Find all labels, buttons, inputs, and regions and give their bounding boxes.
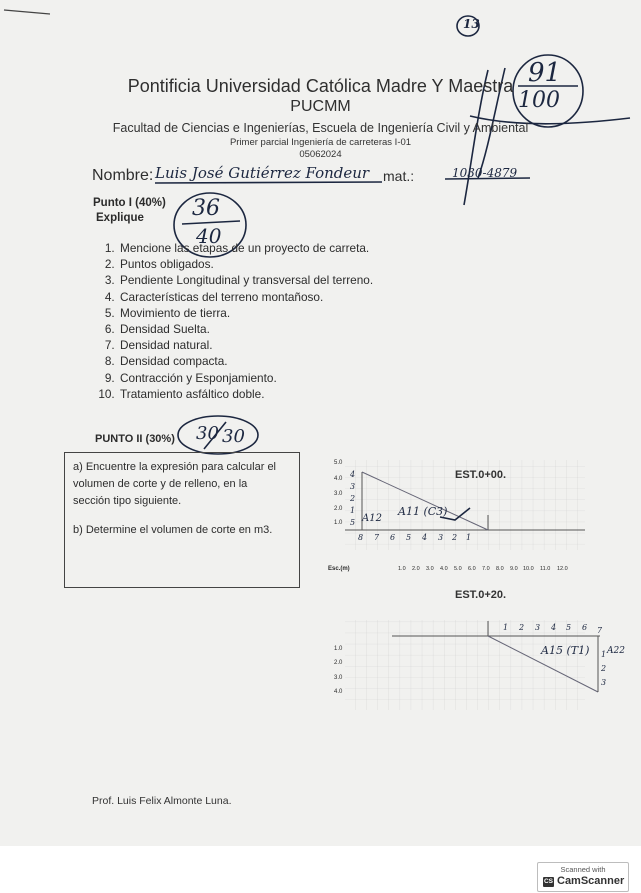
y-tick: 1.0 xyxy=(334,646,343,652)
x-tick: 7.0 xyxy=(482,566,490,572)
x-tick: 4.0 xyxy=(440,566,448,572)
list-item: 1. Mencione las etapas de un proyecto de carreta. xyxy=(118,240,373,256)
hand-number: 7 xyxy=(597,626,603,635)
punto2-question-b: b) Determine el volumen de corte en m3. xyxy=(73,524,273,536)
area-label: A12 xyxy=(362,513,382,524)
total-grade-max: 100 xyxy=(518,88,560,113)
list-item: 7. Densidad natural. xyxy=(118,337,373,353)
camscanner-watermark xyxy=(537,862,629,892)
hand-number: 5 xyxy=(350,518,356,527)
exam-date: 05062024 xyxy=(299,149,342,160)
scale-label: Esc.(m) xyxy=(328,566,350,572)
hand-number: 5 xyxy=(566,623,572,632)
y-tick: 3.0 xyxy=(334,675,343,681)
punto1-max: 40 xyxy=(196,224,222,248)
hand-number: 8 xyxy=(358,533,364,542)
y-tick: 2.0 xyxy=(334,660,343,666)
hand-number: 1 xyxy=(350,506,356,515)
x-tick: 8.0 xyxy=(496,566,504,572)
hand-number: 6 xyxy=(582,623,588,632)
list-item: 9. Contracción y Esponjamiento. xyxy=(118,370,373,386)
mat-value: 1030-4879 xyxy=(452,166,518,180)
punto2-max: 30 xyxy=(222,426,245,447)
list-item: 4. Características del terreno montañoso. xyxy=(118,289,373,305)
university-name: Pontificia Universidad Católica Madre Y Maestra xyxy=(127,76,514,96)
list-item: 2. Puntos obligados. xyxy=(118,256,373,272)
hand-number: 2 xyxy=(519,623,525,632)
list-item: 10. Tratamiento asfáltico doble. xyxy=(118,386,373,402)
hand-number: 1 xyxy=(466,533,472,542)
punto1-title: Punto I (40%) xyxy=(93,197,166,209)
area-label: A11 (C3) xyxy=(398,505,448,518)
name-value: Luis José Gutiérrez Fondeur xyxy=(155,164,370,182)
hand-number: 7 xyxy=(374,533,380,542)
x-tick: 3.0 xyxy=(426,566,434,572)
hand-number: 4 xyxy=(422,533,428,542)
x-tick: 9.0 xyxy=(510,566,518,572)
hand-number: 4 xyxy=(551,623,557,632)
hand-number: 5 xyxy=(406,533,412,542)
y-tick: 4.0 xyxy=(334,689,343,695)
punto2-question-a: a) Encuentre la expresión para calcular el volumen de corte y de relleno, en la sección tipo siguiente. xyxy=(73,461,277,507)
scanned-with-text: Scanned with xyxy=(560,865,606,874)
list-item: 6. Densidad Suelta. xyxy=(118,321,373,337)
hand-number: 3 xyxy=(535,623,541,632)
punto2-title: PUNTO II (30%) xyxy=(95,433,175,445)
hand-number: 3 xyxy=(601,678,607,687)
hand-number: 2 xyxy=(452,533,458,542)
hand-number: 3 xyxy=(350,482,356,491)
list-item: 3. Pendiente Longitudinal y transversal del terreno. xyxy=(118,272,373,288)
punto1-subtitle: Explique xyxy=(96,212,144,224)
hand-number: 3 xyxy=(438,533,444,542)
hand-number: 4 xyxy=(350,470,356,479)
hand-number: 1 xyxy=(601,650,607,659)
punto2-score: 30 xyxy=(196,423,219,444)
name-underline xyxy=(155,182,382,183)
y-tick: 2.0 xyxy=(334,506,343,512)
hand-number: 6 xyxy=(390,533,396,542)
x-tick: 12.0 xyxy=(557,566,568,572)
area-label: A15 (T1) xyxy=(541,644,590,657)
y-tick: 4.0 xyxy=(334,476,343,482)
mat-label: mat.: xyxy=(383,168,415,184)
total-grade-score: 91 xyxy=(528,58,562,88)
list-item: 5. Movimiento de tierra. xyxy=(118,305,373,321)
university-acronym: PUCMM xyxy=(290,98,351,115)
hand-number: 2 xyxy=(601,664,607,673)
x-tick: 6.0 xyxy=(468,566,476,572)
camscanner-logo: CS xyxy=(543,878,554,885)
x-tick: 1.0 xyxy=(398,566,406,572)
est1-label: EST.0+00. xyxy=(455,469,507,481)
x-tick: 2.0 xyxy=(412,566,420,572)
area-label: A22 xyxy=(607,646,625,656)
est2-label: EST.0+20. xyxy=(455,589,507,601)
hand-number: 2 xyxy=(350,494,356,503)
page-number: 13 xyxy=(463,17,480,31)
camscanner-name: CamScanner xyxy=(557,875,625,887)
hand-number: 1 xyxy=(503,623,509,632)
exam-title: Primer parcial Ingeniería de carreteras I-01 xyxy=(229,137,412,148)
professor-name: Prof. Luis Felix Almonte Luna. xyxy=(92,795,232,807)
y-tick: 3.0 xyxy=(334,491,343,497)
punto1-question-list xyxy=(100,240,373,402)
punto1-score: 36 xyxy=(192,196,220,221)
name-label: Nombre: xyxy=(92,167,154,184)
list-item: 8. Densidad compacta. xyxy=(118,353,373,369)
y-tick: 1.0 xyxy=(334,520,343,526)
faculty-line: Facultad de Ciencias e Ingenierías, Escuela de Ingeniería Civil y Ambiental xyxy=(112,121,529,135)
x-tick: 10.0 xyxy=(523,566,534,572)
y-tick: 5.0 xyxy=(334,460,343,466)
x-tick: 5.0 xyxy=(454,566,462,572)
corner-scratch xyxy=(4,10,50,14)
x-tick: 11.0 xyxy=(540,566,551,572)
